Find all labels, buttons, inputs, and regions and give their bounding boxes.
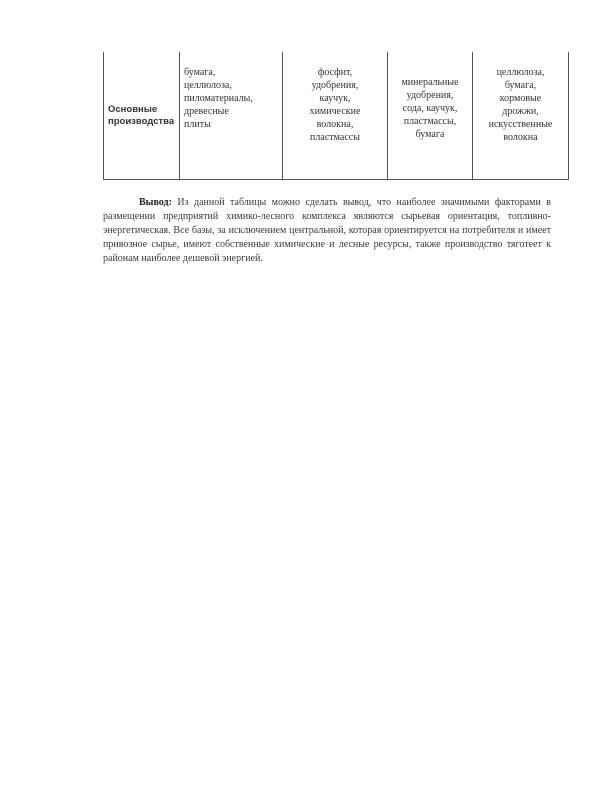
table-cell	[388, 52, 473, 180]
cell-text: бумага, целлюлоза, пиломатериалы, древесные плиты	[184, 67, 253, 130]
table-cell	[283, 52, 388, 180]
conclusion-text: Из данной таблицы можно сделать вывод, что наиболее значимыми факторами в размещении предприятий химико-лесного комплекса являются сырьевая ориентация, топливно-энергетическая. Все базы, за исключением центральной, которая ориентируется на потребителя и имеет привозное сырье, имеют собственные химические и лесные ресурсы, также производство тяготеет к районам наиболее дешевой энергией.	[103, 197, 551, 264]
cell-text: минеральные удобрения, сода, каучук, пластмассы, бумага	[401, 77, 459, 140]
row-header-cell	[104, 52, 180, 180]
conclusion-label: Вывод:	[139, 197, 172, 208]
table-row	[104, 52, 569, 180]
row-header-label: Основные производства	[108, 103, 175, 127]
cell-text: фосфит, удобрения, каучук, химические волокна, пластмассы	[309, 67, 361, 143]
table-cell	[180, 52, 283, 180]
cell-text: целлюлоза, бумага, кормовые дрожжи, искусственные волокна	[488, 67, 553, 143]
production-table	[103, 52, 569, 180]
table-cell	[473, 52, 569, 180]
conclusion-paragraph	[103, 196, 551, 266]
